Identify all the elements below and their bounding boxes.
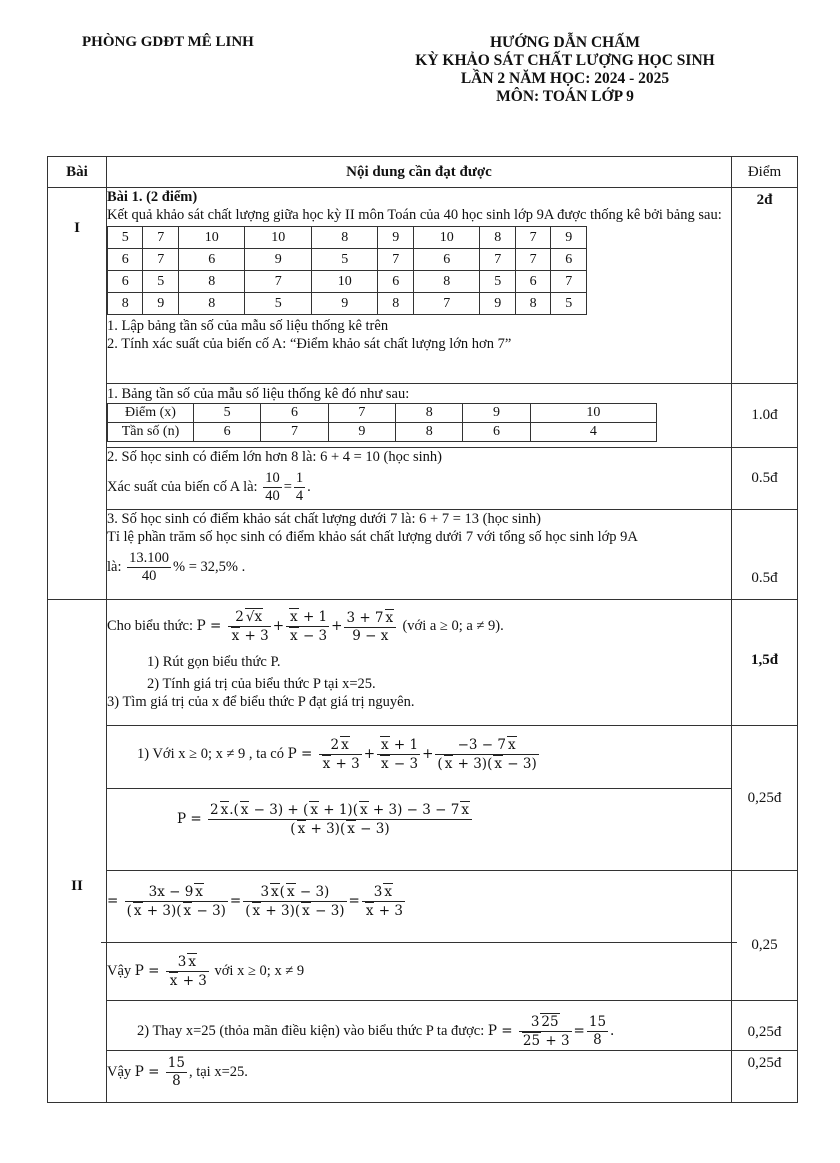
raw-data-cell: 7 (143, 249, 178, 271)
part1-answer1-row (48, 384, 798, 448)
part1-answer1 (107, 384, 732, 448)
a3-prefix: là: (107, 558, 122, 575)
raw-data-cell: 9 (311, 293, 378, 315)
raw-data-cell: 8 (413, 271, 480, 293)
p2-stmt-cond: (với a ≥ 0; a ≠ 9). (402, 618, 504, 634)
part2-label: II (48, 600, 107, 1103)
p-expression: P = $\frac{2√ x}{x + 3}$ + $\frac{x + 1}{x - 3}$ + $\frac{3 + 7 x}{9 - x}$ (197, 618, 403, 634)
raw-data-cell: 5 (480, 271, 515, 293)
document-title (380, 34, 750, 106)
part2-question-row (48, 600, 798, 726)
frequency-table (107, 403, 657, 442)
raw-data-cell: 7 (515, 249, 550, 271)
freq-x-label: Điểm (x) (108, 404, 194, 423)
s4-score: 0,25 (732, 871, 798, 1001)
a3-result: % = 32,5% . (173, 558, 246, 575)
freq-x-cell: 8 (396, 404, 463, 423)
raw-data-cell: 8 (378, 293, 413, 315)
a1-score: 1.0đ (732, 384, 798, 448)
freq-n-cell: 6 (194, 423, 261, 442)
s1-expression: P = $\frac{2 x}{x + 3}$ + $\frac{x + 1}{x - 3}$ + $\frac{-3 - 7 x}{( x + 3)( x - 3)}$ (287, 737, 537, 772)
freq-x-cell: 5 (194, 404, 261, 423)
freq-x-cell: 7 (328, 404, 395, 423)
a2-score: 0.5đ (732, 448, 798, 510)
a3-num: 13.100 (129, 550, 169, 566)
a2-f2-num: 1 (295, 470, 304, 486)
raw-data-cell: 7 (515, 227, 550, 249)
s3-expression: = $\frac{3x - 9 x}{( x + 3)( x - 3)}$ = $\frac{3 x( x - 3)}{( x + 3)( x - 3)}$ = $\frac{3 x}{x + 3}$ (107, 884, 403, 919)
s6-score: 0,25đ (732, 1051, 798, 1103)
raw-data-cell: 8 (515, 293, 550, 315)
freq-n-cell: 9 (328, 423, 395, 442)
part1-q1: 1. Lập bảng tần số của mẫu số liệu thống kê trên (107, 318, 389, 334)
part1-question (107, 188, 732, 384)
raw-data-cell: 10 (178, 227, 245, 249)
a3-line1: 3. Số học sinh có điểm khảo sát chất lượng dưới 7 là: 6 + 7 = 13 (học sinh) (107, 511, 542, 527)
raw-data-cell: 6 (551, 249, 587, 271)
part2-step2-row (48, 789, 798, 871)
raw-data-cell: 7 (245, 271, 312, 293)
header-row (48, 157, 798, 188)
part1-answer3 (107, 510, 732, 600)
col-noidung: Nội dung cần đạt được (107, 157, 732, 188)
freq-n-cell: 7 (261, 423, 328, 442)
part1-title: Bài 1. (2 điểm) (107, 189, 198, 205)
raw-data-cell: 9 (245, 249, 312, 271)
p2-item-2: 2) Tính giá trị của biểu thức P tại x=25. (147, 676, 376, 692)
freq-x-cell: 10 (530, 404, 656, 423)
s2-expression: P = $\frac{2 x.( x - 3) + ( x + 1)( x + 3) - 3 - 7 x}{( x + 3)( x - 3)}$ (177, 811, 474, 827)
part2-total: 1,5đ (732, 600, 798, 726)
s4-suffix: với x ≥ 0; x ≠ 9 (214, 963, 305, 979)
col-bai: Bài (48, 157, 107, 188)
part1-answer2-row (48, 448, 798, 510)
raw-data-cell: 8 (178, 271, 245, 293)
freq-x-cell: 9 (463, 404, 530, 423)
raw-data-row (108, 271, 587, 293)
department-name: PHÒNG GDĐT MÊ LINH (82, 34, 254, 50)
raw-data-cell: 6 (178, 249, 245, 271)
part1-question-row (48, 188, 798, 384)
raw-data-cell: 6 (378, 271, 413, 293)
s5-score: 0,25đ (732, 1001, 798, 1051)
raw-data-cell: 10 (245, 227, 312, 249)
freq-x-cell: 6 (261, 404, 328, 423)
raw-data-cell: 9 (480, 293, 515, 315)
p2-item-1: 1) Rút gọn biểu thức P. (147, 654, 281, 670)
p2-step2 (107, 789, 732, 871)
raw-data-cell: 5 (143, 271, 178, 293)
s4-prefix: Vậy (107, 963, 132, 979)
s5-text: 2) Thay x=25 (thỏa mãn điều kiện) vào biểu thức P ta được: (137, 1023, 485, 1039)
s1-prefix: 1) Với x ≥ 0; x ≠ 9 , ta có (137, 746, 284, 762)
raw-data-row (108, 249, 587, 271)
title-line-4: MÔN: TOÁN LỚP 9 (496, 88, 634, 105)
part1-q2: 2. Tính xác suất của biến cố A: “Điểm khảo sát chất lượng lớn hơn 7” (107, 336, 512, 352)
s6-den: 8 (172, 1073, 181, 1089)
s6-num: 15 (167, 1055, 185, 1071)
raw-data-cell: 9 (551, 227, 587, 249)
part2-step6-row (48, 1051, 798, 1103)
s4-expression: P = $\frac{3 x}{x + 3}$ (134, 954, 207, 989)
raw-data-cell: 9 (143, 293, 178, 315)
raw-data-cell: 5 (551, 293, 587, 315)
freq-n-cell: 8 (396, 423, 463, 442)
raw-data-row (108, 227, 587, 249)
raw-data-cell: 8 (108, 293, 143, 315)
p2-stmt-prefix: Cho biểu thức: (107, 618, 193, 634)
s5-expression: P = $\frac{3 25}{25 + 3}$ = $\frac{15}{8}$ . (487, 1014, 615, 1049)
p2-step5 (107, 1001, 732, 1051)
a2-f1-den: 40 (265, 488, 280, 504)
grading-table (47, 156, 798, 1103)
raw-data-table (107, 226, 587, 315)
p2-item-3: 3) Tìm giá trị của x để biểu thức P đạt giá trị nguyên. (107, 694, 415, 710)
raw-data-cell: 5 (311, 249, 378, 271)
part1-label: I (48, 188, 107, 600)
p2-step1 (107, 726, 732, 789)
part1-total: 2đ (732, 188, 798, 384)
p2-step6: Vậy P = $\frac{15}{8}$ , tại x=25. (107, 1051, 732, 1103)
title-line-3: LẦN 2 NĂM HỌC: 2024 - 2025 (460, 70, 670, 87)
part2-question (107, 600, 732, 726)
raw-data-row (108, 293, 587, 315)
raw-data-cell: 8 (178, 293, 245, 315)
raw-data-cell: 9 (378, 227, 413, 249)
part2-step5-row (48, 1001, 798, 1051)
part2-step1-row (48, 726, 798, 789)
a2-f1-num: 10 (265, 470, 280, 486)
a3-line2: Tỉ lệ phần trăm số học sinh có điểm khảo sát chất lượng dưới 7 với tổng số học sinh lớp 9A (107, 529, 638, 545)
p2-step3 (107, 871, 732, 1001)
s6-fraction (166, 1055, 187, 1090)
raw-data-cell: 7 (413, 293, 480, 315)
raw-data-cell: 7 (551, 271, 587, 293)
a2-fraction-1 (263, 470, 282, 505)
a2-f2-den: 4 (295, 488, 304, 504)
a3-score: 0.5đ (732, 510, 798, 600)
s6-suffix: , tại x=25. (188, 1064, 248, 1080)
a2-prefix: Xác suất của biến cố A là: (107, 478, 258, 495)
raw-data-cell: 10 (311, 271, 378, 293)
part1-answer3-row (48, 510, 798, 600)
part1-intro: Kết quả khảo sát chất lượng giữa học kỳ II môn Toán của 40 học sinh lớp 9A được thống kê bởi bảng sau: (107, 207, 722, 223)
col-diem: Điểm (732, 157, 798, 188)
raw-data-cell: 5 (108, 227, 143, 249)
raw-data-cell: 6 (413, 249, 480, 271)
a2-fraction-2 (294, 470, 305, 505)
freq-n-cell: 4 (530, 423, 656, 442)
s6-prefix: Vậy (107, 1064, 132, 1080)
freq-n-cell: 6 (463, 423, 530, 442)
part2-step3-row (48, 871, 798, 1001)
raw-data-cell: 8 (311, 227, 378, 249)
title-line-2: KỲ KHẢO SÁT CHẤT LƯỢNG HỌC SINH (415, 52, 715, 69)
raw-data-cell: 8 (480, 227, 515, 249)
s2-score: 0,25đ (732, 726, 798, 871)
title-line-1: HƯỚNG DẪN CHẤM (489, 34, 641, 51)
freq-n-label: Tần số (n) (108, 423, 194, 442)
raw-data-cell: 6 (515, 271, 550, 293)
a3-den: 40 (141, 568, 157, 584)
raw-data-cell: 6 (108, 271, 143, 293)
raw-data-cell: 7 (143, 227, 178, 249)
raw-data-cell: 7 (378, 249, 413, 271)
raw-data-cell: 7 (480, 249, 515, 271)
raw-data-cell: 6 (108, 249, 143, 271)
part1-answer2: 2. Số học sinh có điểm lớn hơn 8 là: 6 + 4 = 10 (học sinh) Xác suất của biến cố A là: $\frac{10}{40}$ = $\frac{1}{4}$ . (107, 448, 732, 510)
raw-data-cell: 10 (413, 227, 480, 249)
a1-title: 1. Bảng tần số của mẫu số liệu thống kê đó như sau: (107, 386, 410, 402)
a3-fraction (127, 550, 171, 585)
a2-line1: 2. Số học sinh có điểm lớn hơn 8 là: 6 + 4 = 10 (học sinh) (107, 449, 442, 465)
raw-data-cell: 5 (245, 293, 312, 315)
